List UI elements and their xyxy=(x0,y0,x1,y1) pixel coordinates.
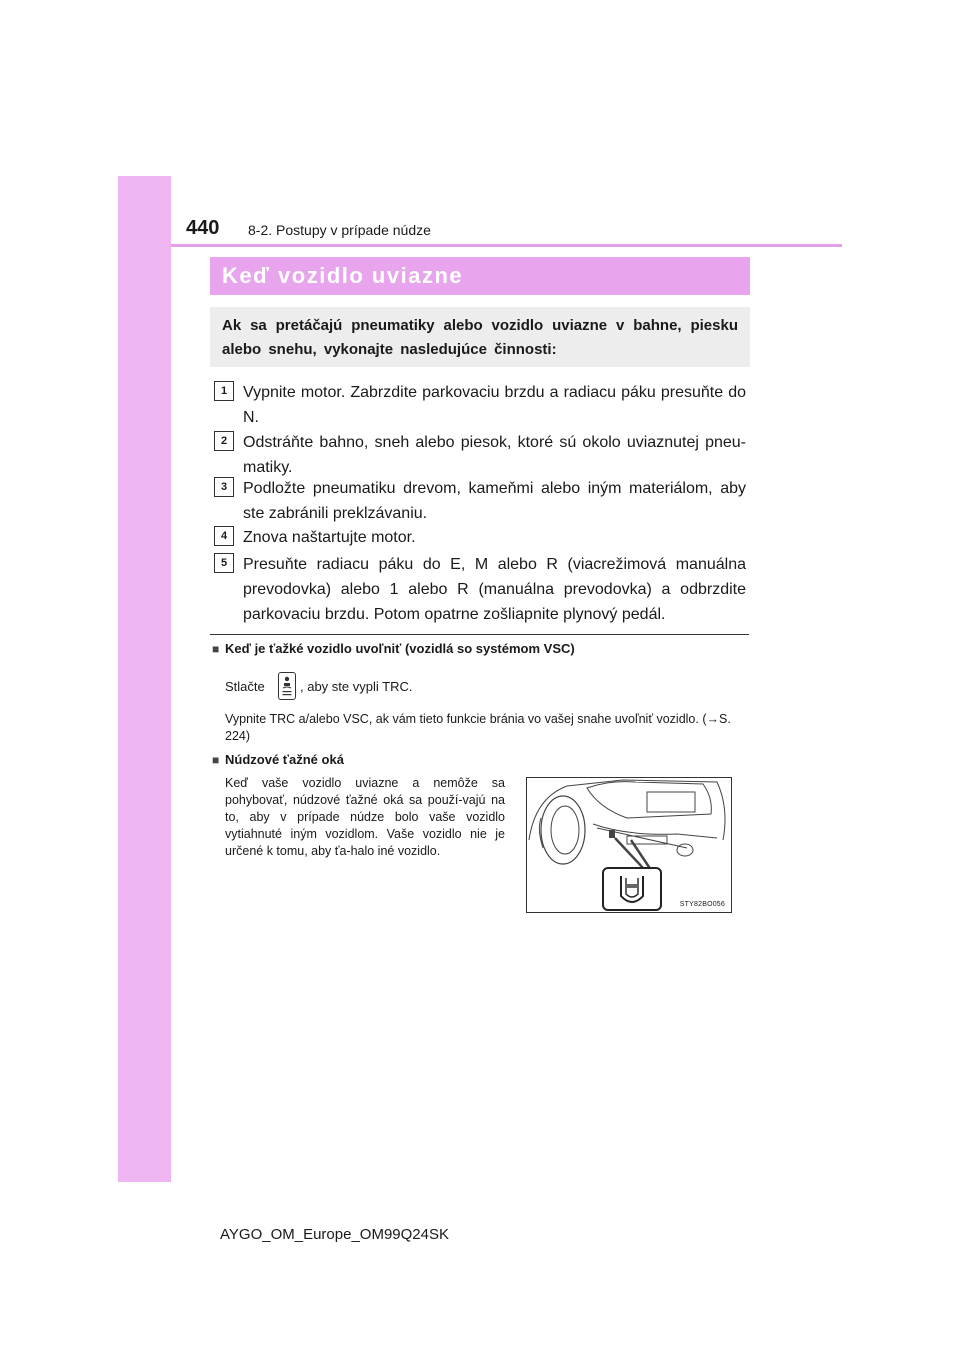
section-title-band xyxy=(210,257,750,295)
section-divider xyxy=(210,634,749,635)
document-id: AYGO_OM_Europe_OM99Q24SK xyxy=(220,1226,449,1243)
step-text-5: Presuňte radiacu páku do E, M alebo R (viacrežimová manuálna prevodovka) alebo 1 alebo R (manuálna prevodovka) a odbrzdite parkovaciu brzdu. Potom opatrne zošliapnite plynový pedál. xyxy=(243,556,746,623)
step-text-4: Znova naštartujte motor. xyxy=(243,529,416,546)
intro-text: Ak sa pretáčajú pneumatiky alebo vozidlo uviazne v bahne, piesku alebo snehu, vykonajte nasledujúce činnosti: xyxy=(222,317,738,358)
intro-box xyxy=(210,307,750,367)
press-text-after: , aby ste vypli TRC. xyxy=(300,679,413,694)
step-number-5: 5 xyxy=(214,553,234,573)
illustration-code: STY82BO056 xyxy=(679,901,725,908)
step-number-4: 4 xyxy=(214,526,234,546)
towing-eye-illustration xyxy=(526,777,732,913)
bullet-icon: ■ xyxy=(212,753,220,767)
step-text-1: Vypnite motor. Zabrzdite parkovaciu brzdu a radiacu páku presuňte do N. xyxy=(243,384,746,426)
step-number-1: 1 xyxy=(214,381,234,401)
car-rear-drawing xyxy=(527,778,731,912)
header-divider xyxy=(171,244,842,247)
step-number-3: 3 xyxy=(214,477,234,497)
vsc-heading: Keď je ťažké vozidlo uvoľniť (vozidlá so systémom VSC) xyxy=(225,641,575,656)
press-text-before: Stlačte xyxy=(225,679,265,694)
step-text-2: Odstráňte bahno, sneh alebo piesok, ktoré sú okolo uviaznutej pneu-matiky. xyxy=(243,434,746,476)
step-number-2: 2 xyxy=(214,431,234,451)
bullet-icon: ■ xyxy=(212,642,220,656)
chapter-title: 8-2. Postupy v prípade núdze xyxy=(248,222,431,238)
vsc-note: Vypnite TRC a/alebo VSC, ak vám tieto funkcie bránia vo vašej snahe uvoľniť vozidlo. (→S. 224) xyxy=(225,712,731,743)
tow-text: Keď vaše vozidlo uviazne a nemôže sa pohybovať, núdzové ťažné oká sa použí-vajú na to, aby v prípade núdze bolo vaše vozidlo vytiahnuté iným vozidlom. Vaše vozidlo nie je určené k tomu, aby ťa-halo iné vozidlo. xyxy=(225,776,505,858)
trc-off-icon xyxy=(278,672,296,700)
tow-heading: Núdzové ťažné oká xyxy=(225,752,344,767)
step-text-3: Podložte pneumatiku drevom, kameňmi alebo iným materiálom, aby ste zabránili preklzávaniu. xyxy=(243,480,746,522)
chapter-sidebar-tab xyxy=(118,176,171,1182)
page-number: 440 xyxy=(186,217,220,239)
section-title: Keď vozidlo uviazne xyxy=(222,263,464,288)
